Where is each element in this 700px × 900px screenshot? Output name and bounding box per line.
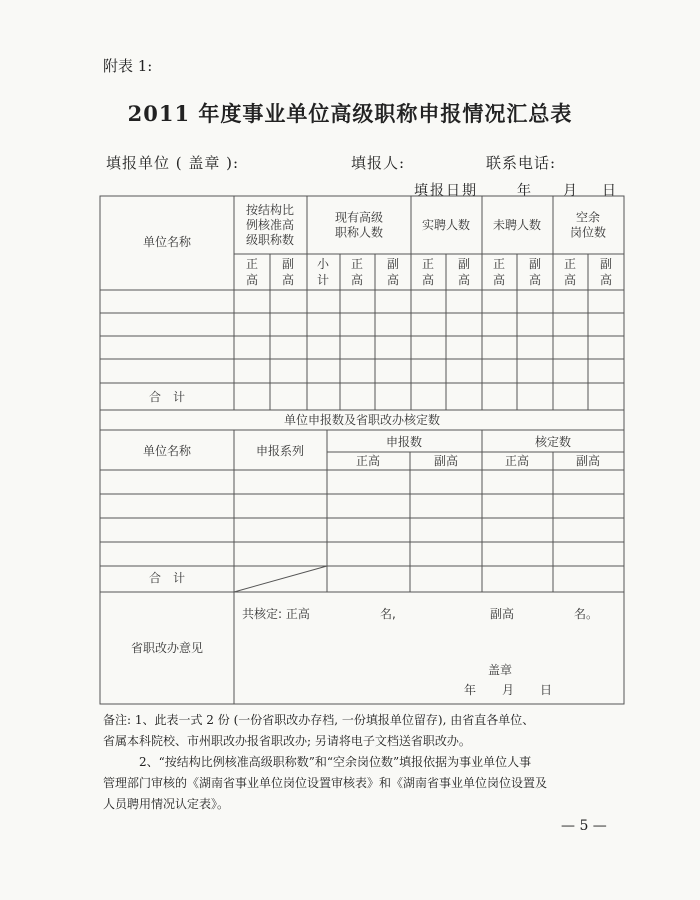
t1-group-header-line: 现有高级 — [334, 210, 384, 225]
t1-group-header-line: 级职称数 — [245, 233, 295, 247]
t1-group-header-line: 职称人数 — [334, 225, 384, 240]
t1-sub-headers — [246, 257, 612, 287]
opinion-seal: 盖章 — [488, 663, 513, 677]
t1-sub-header-char: 正 — [492, 257, 506, 271]
date-year: 年 — [517, 183, 533, 199]
t2-grp-approve: 核定数 — [534, 435, 572, 449]
t1-sub-header-char: 高 — [421, 273, 435, 287]
t1-sub-header-char: 计 — [316, 273, 330, 287]
t1-sub-header-char: 高 — [350, 273, 364, 287]
t2-apply-fu: 副高 — [433, 454, 459, 468]
t1-sub-header-char: 高 — [492, 273, 506, 287]
t1-sub-header-char: 小 — [316, 257, 330, 271]
t1-total: 合 计 — [148, 390, 186, 404]
t1-sub-header-char: 正 — [245, 257, 259, 271]
t1-sub-header-char: 高 — [528, 273, 542, 287]
t1-sub-header-char: 副 — [599, 257, 613, 271]
date-month: 月 — [563, 183, 579, 199]
t1-sub-header-char: 正 — [350, 257, 364, 271]
t1-group-header-line: 例核准高 — [245, 218, 295, 232]
page-number: — 5 — — [561, 818, 607, 834]
t1-sub-header-char: 高 — [281, 273, 295, 287]
note-line-2: 省属本科院校、市州职改办报省职改办; 另请将电子文档送省职改办。 — [103, 734, 471, 748]
t2-approve-zheng: 正高 — [504, 454, 530, 468]
phone-label: 联系电话: — [486, 154, 557, 172]
unit-label: 填报单位 ( 盖章 ): — [106, 154, 240, 172]
opinion-ming2: 名。 — [574, 607, 599, 621]
annex-label: 附表 1: — [103, 57, 153, 75]
t1-group-header-line: 实聘人数 — [421, 218, 471, 232]
t1-group-header-line: 按结构比 — [245, 203, 295, 217]
t1-sub-header-char: 正 — [421, 257, 435, 271]
t1-sub-header-char: 副 — [457, 257, 471, 271]
t1-sub-header-char: 高 — [386, 273, 400, 287]
t1-sub-header-char: 高 — [457, 273, 471, 287]
t1-sub-header-char: 副 — [386, 257, 400, 271]
note-line-5: 人员聘用情况认定表》。 — [103, 797, 230, 811]
t1-group-headers — [246, 202, 606, 247]
t1-group-header-line: 未聘人数 — [492, 218, 542, 232]
t2-col-unit: 单位名称 — [142, 444, 192, 458]
date-label: 填报日期 — [414, 183, 478, 199]
t1-sub-header-char: 正 — [563, 257, 577, 271]
t2-apply-zheng: 正高 — [355, 454, 381, 468]
t2-col-series: 申报系列 — [255, 444, 305, 458]
t1-group-header-line: 岗位数 — [569, 225, 607, 240]
page-title: 2011 年度事业单位高级职称申报情况汇总表 — [127, 101, 573, 126]
t2-total: 合 计 — [148, 571, 186, 585]
opinion-approve-prefix: 共核定: 正高 — [242, 607, 310, 621]
opinion-month: 月 — [502, 683, 515, 697]
t2-grp-apply: 申报数 — [385, 435, 423, 449]
date-day: 日 — [602, 183, 618, 199]
opinion-fu: 副高 — [490, 607, 515, 621]
t1-sub-header-char: 副 — [528, 257, 542, 271]
filler-label: 填报人: — [351, 154, 406, 172]
t1-group-header-line: 空余 — [575, 210, 601, 225]
t1-sub-header-char: 高 — [599, 273, 613, 287]
t2-approve-fu: 副高 — [575, 454, 601, 468]
note-line-3: 2、“按结构比例核准高级职称数”和“空余岗位数”填报依据为事业单位人事 — [139, 755, 532, 769]
t1-sub-header-char: 副 — [281, 257, 295, 271]
note-line-4: 管理部门审核的《湖南省事业单位岗位设置审核表》和《湖南省事业单位岗位设置及 — [103, 776, 548, 790]
opinion-label: 省职改办意见 — [130, 641, 204, 655]
opinion-ming1: 名, — [380, 607, 396, 621]
t1-sub-header-char: 高 — [245, 273, 259, 287]
t1-sub-header-char: 高 — [563, 273, 577, 287]
opinion-day: 日 — [540, 683, 553, 697]
t1-col-unit: 单位名称 — [142, 235, 192, 249]
t2-caption: 单位申报数及省职改办核定数 — [283, 413, 441, 427]
note-line-1: 备注: 1、此表一式 2 份 (一份省职改办存档, 一份填报单位留存), 由省直各单位、 — [103, 713, 535, 727]
opinion-year: 年 — [464, 683, 477, 697]
